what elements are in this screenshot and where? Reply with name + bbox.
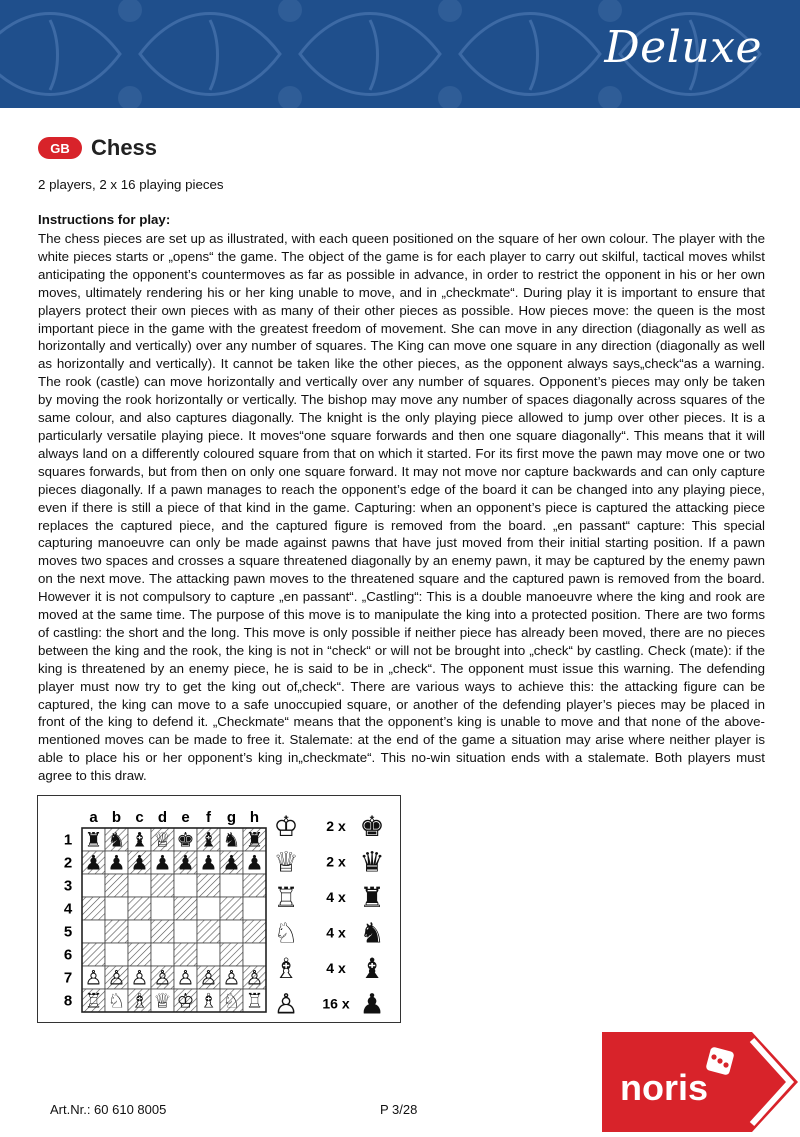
chess-piece-d2: ♟: [153, 850, 172, 875]
legend-black-piece-icon: ♛: [359, 845, 385, 879]
chess-piece-f8: ♗: [199, 988, 218, 1013]
legend-white-piece-icon: ♔: [273, 810, 299, 843]
board-square-b4: [105, 897, 128, 920]
chess-piece-b8: ♘: [107, 988, 126, 1013]
instructions-body: The chess pieces are set up as illustrated, with each queen positioned on the square of her own colour. The player with the white pieces starts or „opens“ the game. The object of the game is for each player to carry out skilful, tactical moves whilst anticipating the opponent’s countermoves as far as possible in advance, in order to restrict the opponent in his or her own moves, ultimately rendering his or her king unable to move, and in „checkmate“. During play it is important to ensure that players protect their own pieces with as many of their other pieces as possible. How pieces move: the queen is the most important piece in the game with the greatest freedom of movement. She can move in any direction (diagonally as well as horizontally and vertically) over any number of squares. The King can move one square in any direction (diagonally as well as horizontally and vertically). It cannot be taken like the other pieces, as the opponent always says„check“as a warning. The rook (castle) can move horizontally and vertically over any number of squares. Opponent’s pieces may only be taken by moving the rook horizontally or vertically. The bishop may move any number of spaces diagonally across squares of the same colour, and also captures diagonally. The knight is the only playing piece allowed to jump over other pieces. It is a particularly versatile playing piece. It moves“one square forwards and then one square diagonally“. This means that it will always land on a differently coloured square from that on which it started. For its first move the pawn may move one or two squares forwards, but from then on only one square forward. It may not move nor capture backwards and can only capture pieces diagonally. If a pawn manages to reach the opponent’s edge of the board it can be changed into any playing piece, even if there is still a piece of that kind in the game. Capturing: when an opponent’s piece is captured the attacking piece replaces the captured piece, and the captured figure is removed from the board. „en passant“ capture: This special capturing manoeuvre can only be made against pawns that have just moved from their initial starting position. If a pawn moves two spaces and crosses a square threatened diagonally by an enemy pawn, it may be captured by the enemy pawn on the next move. The attacking pawn moves to the threatened square and the captured pawn is removed from the board. However it is not compulsory to capture „en passant“. „Castling“: This is a double manoeuvre where the king and rook are moved at the same time. The purpose of this move is to manipulate the king into a protected position. There are two forms of castling: the short and the long. This move is only possible if neither piece has already been moved, there are no pieces between the king and the rook, the king is not in “check“ or will not be brought into „check“ by castling. Check (mate): if the king is threatened by an enemy piece, he is said to be in „check“. The opponent must issue this warning. The defending player must now try to get the king out of„check“. There are various ways to achieve this: the attacking figure can be captured, the king can move to a safe unoccupied square, or another of the defending player’s pieces may be placed in front of the king to defend it. „Checkmate“ means that the opponent’s king is unable to move and that none of the above-mentioned moves can be made to free it. Stalemate: at the end of the game a situation may arise where neither player is able to place his or her opponent’s king in„checkmate“. This no-win situation ends with a stalemate. Both players must agree to this draw.: [38, 231, 765, 784]
board-square-h5: [243, 920, 266, 943]
file-label-f: f: [206, 809, 211, 826]
chess-piece-h1: ♜: [245, 827, 264, 852]
legend-white-piece-icon: ♙: [273, 987, 299, 1021]
instructions-heading: Instructions for play:: [38, 212, 171, 227]
rank-label-3: 3: [63, 877, 73, 895]
chess-piece-h2: ♟: [245, 850, 264, 875]
board-square-c4: [128, 897, 151, 920]
legend-black-piece-icon: ♚: [359, 810, 385, 843]
board-square-h3: [243, 874, 266, 897]
legend-count: 16 x: [322, 995, 350, 1012]
board-square-e4: [174, 897, 197, 920]
chess-piece-f7: ♙: [199, 965, 218, 990]
page-number: P 3/28: [380, 1102, 418, 1117]
board-square-h4: [243, 897, 266, 920]
legend-count: 2 x: [326, 853, 346, 870]
board-square-c5: [128, 920, 151, 943]
chess-piece-b2: ♟: [107, 850, 126, 875]
chess-piece-c1: ♝: [130, 827, 149, 852]
page-title: Chess: [91, 135, 158, 160]
board-square-g3: [220, 874, 243, 897]
chess-piece-d7: ♙: [153, 965, 172, 990]
rank-label-8: 8: [63, 992, 73, 1010]
chess-piece-c7: ♙: [130, 965, 149, 990]
legend-count: 2 x: [326, 818, 346, 834]
chess-board-diagram: [38, 796, 402, 1024]
file-label-e: e: [181, 809, 190, 826]
board-square-g6: [220, 943, 243, 966]
chess-piece-f1: ♝: [199, 827, 218, 852]
chess-piece-g8: ♘: [222, 988, 241, 1013]
legend-black-piece-icon: ♜: [359, 881, 385, 914]
board-square-b6: [105, 943, 128, 966]
legend-black-piece-icon: ♞: [359, 916, 385, 950]
language-badge: GB: [38, 137, 82, 159]
board-square-b3: [105, 874, 128, 897]
file-label-b: b: [111, 809, 122, 826]
legend-black-piece-icon: ♝: [359, 952, 385, 985]
chess-piece-a8: ♖: [84, 988, 103, 1013]
board-square-d3: [151, 874, 174, 897]
chess-piece-e1: ♚: [176, 827, 195, 852]
board-square-a5: [82, 920, 105, 943]
chess-piece-f2: ♟: [199, 850, 218, 875]
file-label-h: h: [249, 809, 260, 826]
chess-piece-a2: ♟: [84, 850, 103, 875]
chess-piece-g2: ♟: [222, 850, 241, 875]
board-square-d4: [151, 897, 174, 920]
logo-wordmark: noris: [620, 1067, 709, 1108]
legend-white-piece-icon: ♕: [273, 845, 299, 879]
legend-white-piece-icon: ♘: [273, 916, 299, 950]
file-label-a: a: [89, 809, 98, 826]
chess-piece-c2: ♟: [130, 850, 149, 875]
noris-logo-mark: [602, 1032, 800, 1132]
legend-white-piece-icon: ♗: [273, 952, 299, 985]
legend-count: 4 x: [326, 889, 346, 905]
board-square-a6: [82, 943, 105, 966]
board-square-d6: [151, 943, 174, 966]
chess-piece-e7: ♙: [176, 965, 195, 990]
board-square-b5: [105, 920, 128, 943]
board-square-e5: [174, 920, 197, 943]
chess-piece-h8: ♖: [245, 988, 264, 1013]
chess-piece-b1: ♞: [107, 827, 126, 852]
board-square-g4: [220, 897, 243, 920]
chess-setup-figure: [37, 795, 401, 1023]
rank-label-2: 2: [63, 854, 73, 872]
board-square-h6: [243, 943, 266, 966]
board-square-f6: [197, 943, 220, 966]
legend-white-piece-icon: ♖: [273, 881, 299, 914]
file-label-g: g: [226, 809, 237, 826]
board-square-c6: [128, 943, 151, 966]
header-banner: [0, 0, 800, 108]
noris-logo: [602, 1032, 800, 1132]
chess-piece-g1: ♞: [222, 827, 241, 852]
chess-piece-c8: ♗: [130, 988, 149, 1013]
article-number: Art.Nr.: 60 610 8005: [50, 1102, 167, 1117]
board-square-a3: [82, 874, 105, 897]
chess-piece-d1: ♕: [153, 827, 172, 852]
legend-count: 4 x: [326, 960, 346, 976]
brand-title: Deluxe: [604, 22, 762, 73]
chess-piece-e8: ♔: [176, 988, 195, 1013]
board-square-e3: [174, 874, 197, 897]
file-label-c: c: [135, 809, 144, 826]
board-square-f5: [197, 920, 220, 943]
rank-label-4: 4: [63, 900, 73, 918]
chess-piece-b7: ♙: [107, 965, 126, 990]
players-info: 2 players, 2 x 16 playing pieces: [38, 177, 224, 192]
chess-piece-a1: ♜: [84, 827, 103, 852]
rank-label-6: 6: [63, 946, 73, 964]
board-square-e6: [174, 943, 197, 966]
rank-label-7: 7: [63, 969, 73, 987]
chess-piece-g7: ♙: [222, 965, 241, 990]
section-title-row: [38, 135, 157, 161]
legend-black-piece-icon: ♟: [359, 987, 385, 1021]
file-label-d: d: [157, 809, 168, 826]
legend-count: 4 x: [326, 924, 346, 941]
board-square-d5: [151, 920, 174, 943]
board-square-a4: [82, 897, 105, 920]
rank-label-1: 1: [63, 831, 73, 849]
board-square-g5: [220, 920, 243, 943]
chess-piece-d8: ♕: [153, 988, 172, 1013]
chess-piece-h7: ♙: [245, 965, 264, 990]
board-square-f4: [197, 897, 220, 920]
board-square-c3: [128, 874, 151, 897]
chess-piece-a7: ♙: [84, 965, 103, 990]
chess-piece-e2: ♟: [176, 850, 195, 875]
board-square-f3: [197, 874, 220, 897]
rank-label-5: 5: [63, 923, 73, 941]
